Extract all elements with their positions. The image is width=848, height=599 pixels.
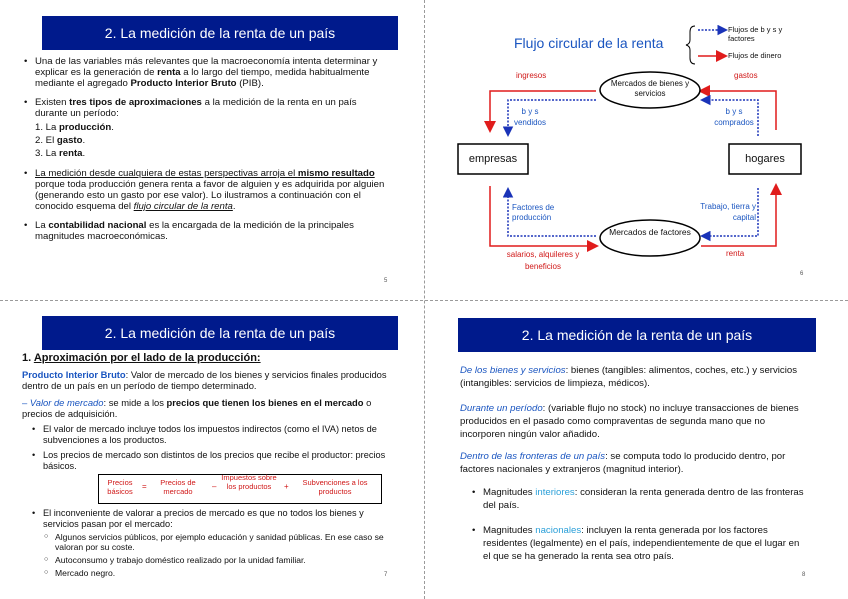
page-number: 8: [802, 572, 806, 578]
slide-8-p3: Dentro de las fronteras de un país: se computa todo lo producido dentro, por factores nacionales y extranjeros (magnitud interior).: [460, 451, 786, 475]
page-number: 5: [384, 278, 388, 284]
approaches-list: [35, 121, 386, 160]
slide-8-bullets: [472, 486, 806, 563]
slide-8-p2: Durante un período: (variable flujo no stock) no incluye transacciones de bienes producidos en el pasado como compraventas de segunda mano que no incorporen ningún valor añadido.: [460, 403, 799, 440]
slide-7: [22, 310, 402, 590]
approach-item: 3. La renta.: [35, 148, 86, 159]
slide-8-bullet-2: • Magnitudes nacionales: incluyen la renta generada por los factores residentes (legalmente) en el país, independientemente de que el lugar en el que se ha generado la renta sea otro país.: [472, 524, 806, 563]
formula-plus: +: [284, 482, 289, 491]
formula-precios-mercado: Precios de mercado: [160, 478, 196, 496]
salarios-label: salarios, alquileres y beneficios: [506, 250, 580, 271]
slide-7-bullets: [32, 424, 392, 472]
sub-item: ○ Mercado negro.: [44, 568, 116, 578]
formula-precios-basicos: Precios básicos: [107, 478, 133, 496]
slide-8-title: 2. La medición de la renta de un país: [458, 318, 816, 352]
diagram-title: Flujo circular de la renta: [514, 35, 664, 51]
sub-item: ○ Autoconsumo y trabajo doméstico realizado por la unidad familiar.: [44, 555, 306, 565]
sub-item: ○ Algunos servicios públicos, por ejemplo educación y sanidad públicas. En ese caso se valoran por su coste.: [44, 532, 384, 552]
slide-7-bullet-2: • Los precios de mercado son distintos de los precios que recibe el productor: precios básicos.: [32, 450, 392, 472]
slide-7-bullet-1: • El valor de mercado incluye todos los impuestos indirectos (como el IVA) netos de subvenciones a los productos.: [32, 424, 392, 446]
slide-8-bullet-1: • Magnitudes interiores: consideran la renta generada dentro de las fronteras del país.: [472, 486, 806, 512]
legend-brace: [686, 26, 695, 64]
slide-5-bullets: [24, 56, 386, 242]
bys-vendidos-label: b y s vendidos: [513, 107, 547, 127]
trabajo-label: Trabajo, tierra y capital: [700, 202, 756, 222]
sub-list: [44, 532, 390, 578]
formula-subvenciones: Subvenciones a los productos: [302, 478, 368, 496]
slide-5-bullet-1: • Una de las variables más relevantes que la macroeconomía intenta determinar y explicar es la generación de renta a lo largo del tiempo, medida habitualmente mediante el agregado Producto Interior Bruto (PIB).: [24, 56, 386, 89]
firms-label: empresas: [468, 153, 518, 165]
slide-5-bullet-4: • La contabilidad nacional es la encargada de la medición de la principales magnitudes macroeconómicas.: [24, 220, 386, 242]
legend-money-label: Flujos de dinero: [728, 51, 782, 60]
gastos-label: gastos: [734, 71, 758, 80]
slide-8: [446, 310, 826, 590]
ingresos-label: ingresos: [516, 71, 547, 80]
valor-mercado: – Valor de mercado: se mide a los precios que tienen los bienes en el mercado o precios de adquisición.: [22, 397, 372, 419]
slide-7-bullet-3: • El inconveniente de valorar a precios de mercado es que no todos los bienes y servicios pasan por el mercado:: [32, 508, 392, 530]
market-goods-label: Mercados de bienes y servicios: [610, 79, 690, 98]
slide-6: [446, 16, 826, 291]
market-factors-oval: [600, 220, 700, 256]
bys-comprados-label: b y s comprados: [714, 107, 754, 127]
pib-definition: Producto Interior Bruto: Valor de mercado de los bienes y servicios finales producidos dentro de un país en un período de tiempo determinado.: [22, 369, 387, 391]
horizontal-divider: [0, 300, 848, 301]
page-number: 6: [800, 271, 804, 277]
slide-7-bullets-2: [32, 508, 392, 530]
slide-5-bullet-3: • La medición desde cualquiera de estas perspectivas arroja el mismo resultado porque toda producción genera renta a favor de alguien y es adquirida por alguien (generando esto un gasto por ese valor). Lo ilustramos a continuación con el conocido esquema del flujo circular de la renta.: [24, 168, 386, 212]
slide-5-title: 2. La medición de la renta de un país: [42, 16, 398, 50]
formula-minus: –: [212, 482, 217, 491]
page-number: 7: [384, 572, 388, 578]
formula-impuestos: Impuestos sobre los productos: [221, 473, 277, 491]
slide-5-bullet-2: • Existen tres tipos de aproximaciones a la medición de la renta en un país durante un período: 1. La producción. 2. El gasto. 3. La renta.: [24, 97, 386, 160]
slide-7-title: 2. La medición de la renta de un país: [42, 316, 398, 350]
slide-5: [22, 16, 402, 291]
approach-item: 2. El gasto.: [35, 135, 86, 146]
approach-item: 1. La producción.: [35, 122, 114, 133]
formula-equals: =: [142, 482, 147, 491]
households-label: hogares: [745, 153, 785, 165]
slide-7-heading: 1. Aproximación por el lado de la producción:: [22, 352, 261, 364]
market-factors-label: Mercados de factores: [609, 227, 691, 237]
legend-goods-label: Flujos de b y s y factores: [728, 25, 783, 43]
factores-label: Factores de producción: [512, 203, 555, 222]
slide-8-p1: De los bienes y servicios: bienes (tangibles: alimentos, coches, etc.) y servicios (intangibles: servicios de limpieza, médicos).: [460, 365, 797, 389]
renta-label: renta: [726, 249, 745, 258]
